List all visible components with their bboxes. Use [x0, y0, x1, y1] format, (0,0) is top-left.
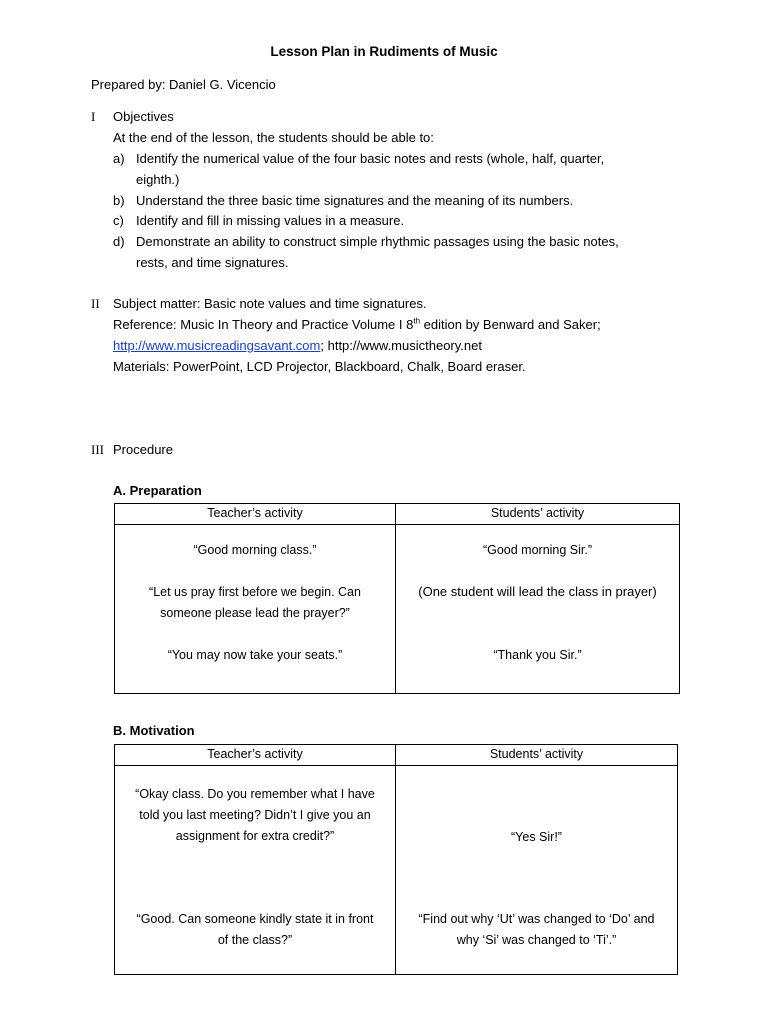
objective-text-cont: rests, and time signatures.	[136, 255, 289, 270]
students-line: “Yes Sir!”	[511, 830, 562, 844]
students-line: “Find out why ‘Ut’ was changed to ‘Do’ and	[418, 912, 655, 926]
teacher-line: “Let us pray first before we begin. Can	[149, 585, 361, 599]
preparation-table	[114, 503, 680, 694]
column-header-teacher: Teacher’s activity	[115, 504, 396, 525]
objective-letter: a)	[113, 151, 125, 166]
students-activity-cell	[396, 525, 680, 694]
students-line: “Thank you Sir.”	[493, 648, 582, 662]
objective-letter: b)	[113, 193, 125, 208]
materials-line: Materials: PowerPoint, LCD Projector, Blackboard, Chalk, Board eraser.	[113, 359, 526, 374]
teacher-line: “Okay class. Do you remember what I have	[135, 787, 375, 801]
objective-text-cont: eighth.)	[136, 172, 180, 187]
musicreadingsavant-link[interactable]: http://www.musicreadingsavant.com	[113, 338, 321, 353]
teacher-line: “Good morning class.”	[193, 543, 317, 557]
reference-text: Reference: Music In Theory and Practice Volume I 8	[113, 317, 414, 332]
column-header-students: Students’ activity	[396, 745, 678, 766]
reference-text-end: edition by Benward and Saker;	[420, 317, 601, 332]
objective-text: Understand the three basic time signatures and the meaning of its numbers.	[136, 193, 574, 208]
reference-superscript: th	[413, 316, 421, 326]
column-header-students: Students’ activity	[396, 504, 680, 525]
students-activity-cell	[396, 766, 678, 975]
document-title: Lesson Plan in Rudiments of Music	[270, 44, 498, 59]
column-header-teacher: Teacher’s activity	[115, 745, 396, 766]
section-numeral-i: I	[91, 109, 96, 124]
section-numeral-iii: III	[91, 442, 104, 457]
motivation-table	[114, 744, 678, 975]
prepared-by: Prepared by: Daniel G. Vicencio	[91, 77, 276, 92]
teacher-activity-cell	[115, 766, 396, 975]
objectives-heading: Objectives	[113, 109, 174, 124]
objectives-intro: At the end of the lesson, the students should be able to:	[113, 130, 434, 145]
students-line: why ‘Si’ was changed to ‘Ti’.”	[456, 933, 617, 947]
procedure-heading: Procedure	[113, 442, 173, 457]
objective-text: Identify and fill in missing values in a measure.	[136, 213, 405, 228]
teacher-line: “You may now take your seats.”	[167, 648, 343, 662]
objective-letter: c)	[113, 213, 124, 228]
teacher-line: told you last meeting? Didn’t I give you an	[139, 808, 371, 822]
preparation-heading: A. Preparation	[113, 483, 202, 498]
teacher-line: “Good. Can someone kindly state it in front	[136, 912, 374, 926]
teacher-activity-cell	[115, 525, 396, 694]
section-numeral-ii: II	[91, 296, 100, 311]
teacher-line: of the class?”	[217, 933, 293, 947]
objective-letter: d)	[113, 234, 125, 249]
students-line: “Good morning Sir.”	[482, 543, 593, 557]
teacher-line: assignment for extra credit?”	[175, 829, 335, 843]
teacher-line: someone please lead the prayer?”	[160, 606, 350, 620]
students-line: (One student will lead the class in prayer)	[418, 584, 657, 599]
links-line	[113, 338, 482, 353]
reference-line	[113, 317, 601, 332]
subject-matter: Subject matter: Basic note values and time signatures.	[113, 296, 427, 311]
motivation-heading: B. Motivation	[113, 723, 195, 738]
objective-text: Demonstrate an ability to construct simple rhythmic passages using the basic notes,	[136, 234, 619, 249]
musictheory-link-text: ; http://www.musictheory.net	[320, 338, 482, 353]
objective-text: Identify the numerical value of the four basic notes and rests (whole, half, quarter,	[136, 151, 605, 166]
